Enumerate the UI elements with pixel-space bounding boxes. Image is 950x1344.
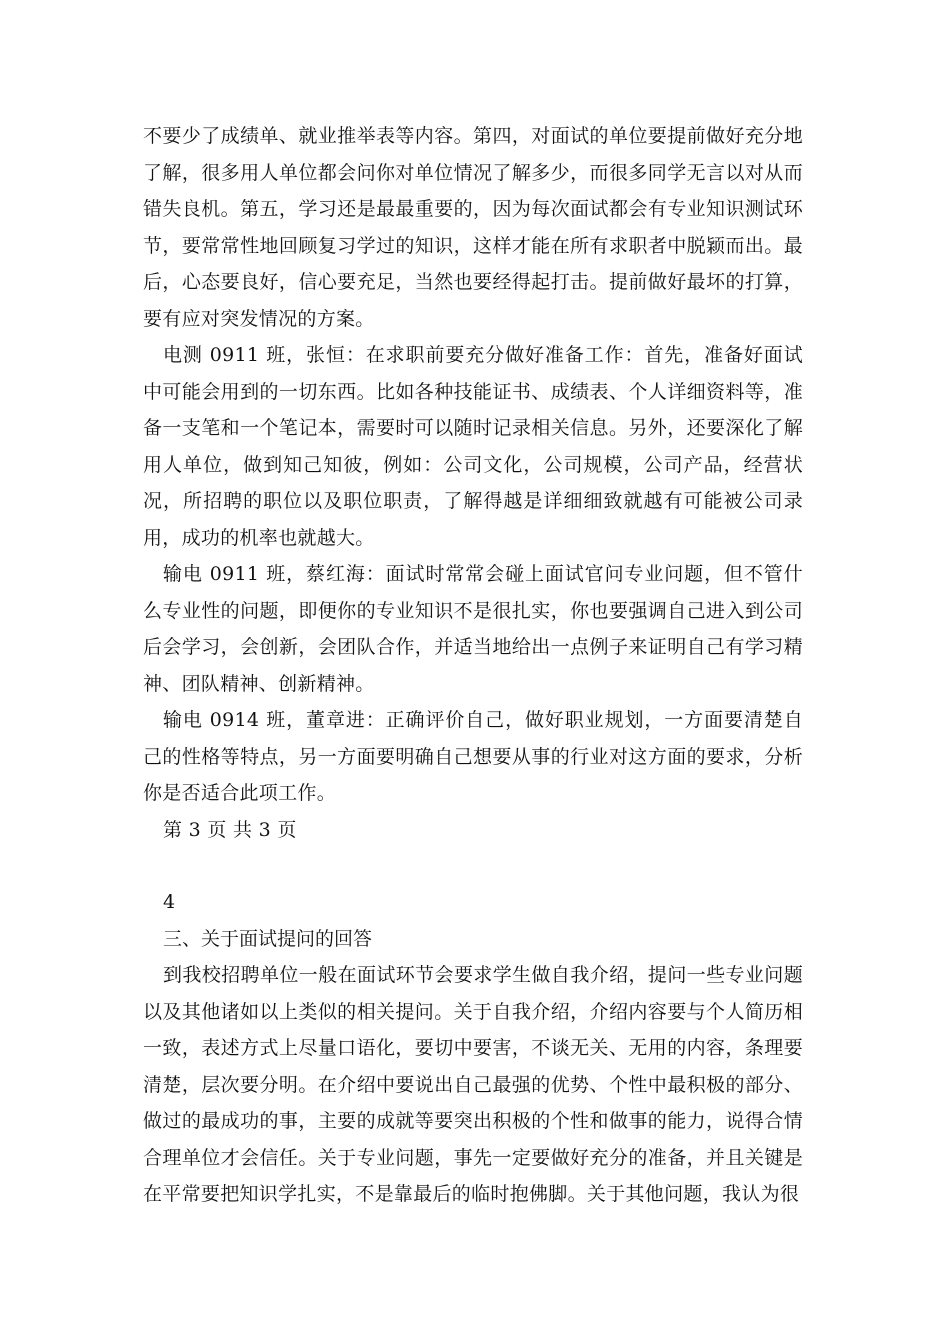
paragraph-zhang-heng: 电测 0911 班，张恒：在求职前要充分做好准备工作：首先，准备好面试中可能会用到的一切东西。比如各种技能证书、成绩表、个人详细资料等，准备一支笔和一个笔记本，需要时可以随时记录相关信息。另外，还要深化了解用人单位，做到知己知彼，例如：公司文化，公司规模，公司产品，经营状况，所招聘的职位以及职位职责，了解得越是详细细致就越有可能被公司录用，成功的机率也就越大。 xyxy=(143,344,803,549)
paragraph-cai-honghai: 输电 0911 班，蔡红海：面试时常常会碰上面试官问专业问题，但不管什么专业性的问题，即便你的专业知识不是很扎实，你也要强调自己进入到公司后会学习，会创新，会团队合作，并适当地给出一点例子来证明自己有学习精神、团队精神、创新精神。 xyxy=(143,563,803,695)
section-heading: 三、关于面试提问的回答 xyxy=(163,927,373,950)
paragraph-dong-zhangjin: 输电 0914 班，董章进：正确评价自己，做好职业规划，一方面要清楚自己的性格等特点，另一方面要明确自己想要从事的行业对这方面的要求，分析你是否适合此项工作。 xyxy=(143,709,803,804)
document-page xyxy=(143,118,803,1213)
paragraph-interview-answers: 到我校招聘单位一般在面试环节会要求学生做自我介绍，提问一些专业问题以及其他诸如以上类似的相关提问。关于自我介绍，介绍内容要与个人简历相一致，表述方式上尽量口语化，要切中要害，不谈无关、无用的内容，条理要清楚，层次要分明。在介绍中要说出自己最强的优势、个性中最积极的部分、做过的最成功的事，主要的成就等要突出积极的个性和做事的能力，说得合情合理单位才会信任。关于专业问题，事先一定要做好充分的准备，并且关键是在平常要把知识学扎实，不是靠最后的临时抱佛脚。关于其他问题，我认为很 xyxy=(143,964,803,1205)
paragraph-continuation: 不要少了成绩单、就业推举表等内容。第四，对面试的单位要提前做好充分地了解，很多用人单位都会问你对单位情况了解多少，而很多同学无言以对从而错失良机。第五，学习还是最最重要的，因为每次面试都会有专业知识测试环节，要常常性地回顾复习学过的知识，这样才能在所有求职者中脱颖而出。最后，心态要良好，信心要充足，当然也要经得起打击。提前做好最坏的打算，要有应对突发情况的方案。 xyxy=(143,125,803,330)
page-footer: 第 3 页 共 3 页 xyxy=(163,818,297,841)
page-number: 4 xyxy=(163,891,176,913)
